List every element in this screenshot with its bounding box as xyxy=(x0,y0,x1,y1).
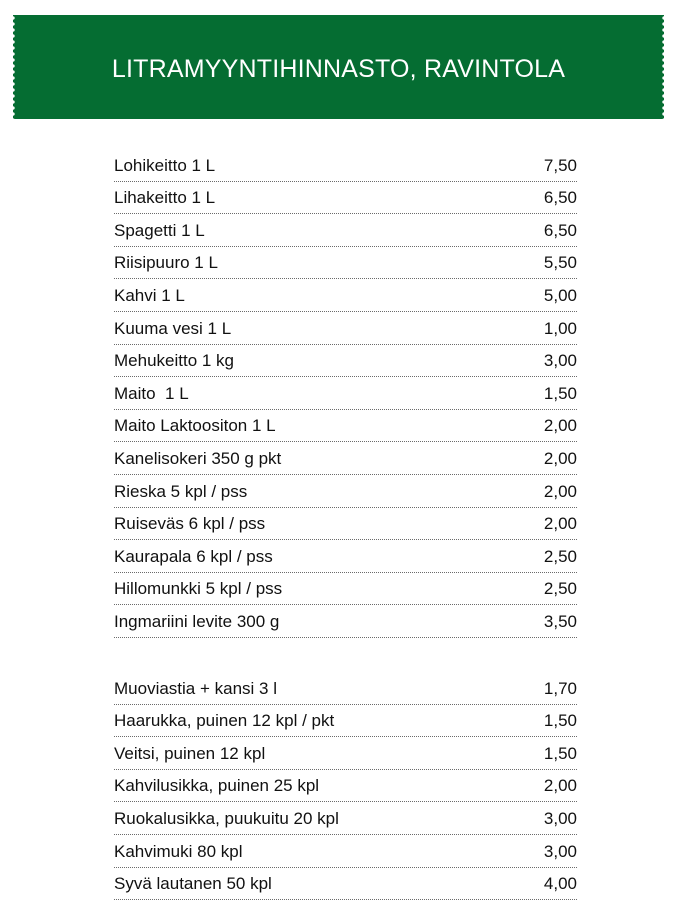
price-row xyxy=(114,214,577,247)
item-price: 1,70 xyxy=(543,678,577,698)
item-name: Kaurapala 6 kpl / pss xyxy=(114,546,273,566)
food-price-list xyxy=(114,149,577,638)
item-price: 1,50 xyxy=(543,743,577,763)
item-price: 2,50 xyxy=(543,546,577,566)
item-price: 2,00 xyxy=(543,481,577,501)
price-row xyxy=(114,508,577,541)
item-price: 6,50 xyxy=(543,220,577,240)
item-name: Kahvimuki 80 kpl xyxy=(114,841,243,861)
price-row xyxy=(114,312,577,345)
price-row xyxy=(114,279,577,312)
item-price: 7,50 xyxy=(543,155,577,175)
item-name: Lihakeitto 1 L xyxy=(114,188,216,208)
price-row xyxy=(114,573,577,606)
item-price: 3,00 xyxy=(543,841,577,861)
item-name: Mehukeitto 1 kg xyxy=(114,351,235,371)
item-name: Muoviastia + kansi 3 l xyxy=(114,678,277,698)
item-name: Maito Laktoositon 1 L xyxy=(114,416,276,436)
item-price: 1,50 xyxy=(543,383,577,403)
price-row xyxy=(114,835,577,868)
item-name: Maito 1 L xyxy=(114,383,189,403)
price-row xyxy=(114,737,577,770)
item-price: 5,00 xyxy=(543,285,577,305)
price-row xyxy=(114,802,577,835)
item-name: Haarukka, puinen 12 kpl / pkt xyxy=(114,711,335,731)
price-row xyxy=(114,605,577,638)
item-price: 2,00 xyxy=(543,448,577,468)
item-name: Spagetti 1 L xyxy=(114,220,205,240)
item-name: Ruiseväs 6 kpl / pss xyxy=(114,514,266,534)
item-name: Lohikeitto 1 L xyxy=(114,155,216,175)
item-price: 4,00 xyxy=(543,874,577,894)
item-price: 6,50 xyxy=(543,188,577,208)
item-name: Riisipuuro 1 L xyxy=(114,253,218,273)
item-name: Kanelisokeri 350 g pkt xyxy=(114,448,282,468)
price-row xyxy=(114,475,577,508)
price-row xyxy=(114,410,577,443)
item-name: Ingmariini levite 300 g xyxy=(114,611,280,631)
price-row xyxy=(114,868,577,901)
price-row xyxy=(114,182,577,215)
price-row xyxy=(114,770,577,803)
item-name: Kahvi 1 L xyxy=(114,285,185,305)
item-price: 2,00 xyxy=(543,776,577,796)
header-banner xyxy=(13,15,664,119)
item-name: Veitsi, puinen 12 kpl xyxy=(114,743,266,763)
price-row xyxy=(114,705,577,738)
price-row xyxy=(114,377,577,410)
item-name: Rieska 5 kpl / pss xyxy=(114,481,248,501)
item-name: Kuuma vesi 1 L xyxy=(114,318,232,338)
price-row xyxy=(114,540,577,573)
item-price: 3,00 xyxy=(543,351,577,371)
item-price: 1,50 xyxy=(543,711,577,731)
page-title: LITRAMYYNTIHINNASTO, RAVINTOLA xyxy=(111,54,566,83)
price-row xyxy=(114,247,577,280)
price-row xyxy=(114,149,577,182)
item-price: 2,50 xyxy=(543,579,577,599)
price-row xyxy=(114,345,577,378)
item-price: 2,00 xyxy=(543,514,577,534)
item-name: Syvä lautanen 50 kpl xyxy=(114,874,272,894)
supplies-price-list xyxy=(114,672,577,900)
item-price: 2,00 xyxy=(543,416,577,436)
item-name: Ruokalusikka, puukuitu 20 kpl xyxy=(114,808,339,828)
item-price: 3,50 xyxy=(543,611,577,631)
price-row xyxy=(114,442,577,475)
item-name: Kahvilusikka, puinen 25 kpl xyxy=(114,776,320,796)
item-price: 5,50 xyxy=(543,253,577,273)
price-row xyxy=(114,672,577,705)
item-price: 3,00 xyxy=(543,808,577,828)
item-name: Hillomunkki 5 kpl / pss xyxy=(114,579,283,599)
item-price: 1,00 xyxy=(543,318,577,338)
